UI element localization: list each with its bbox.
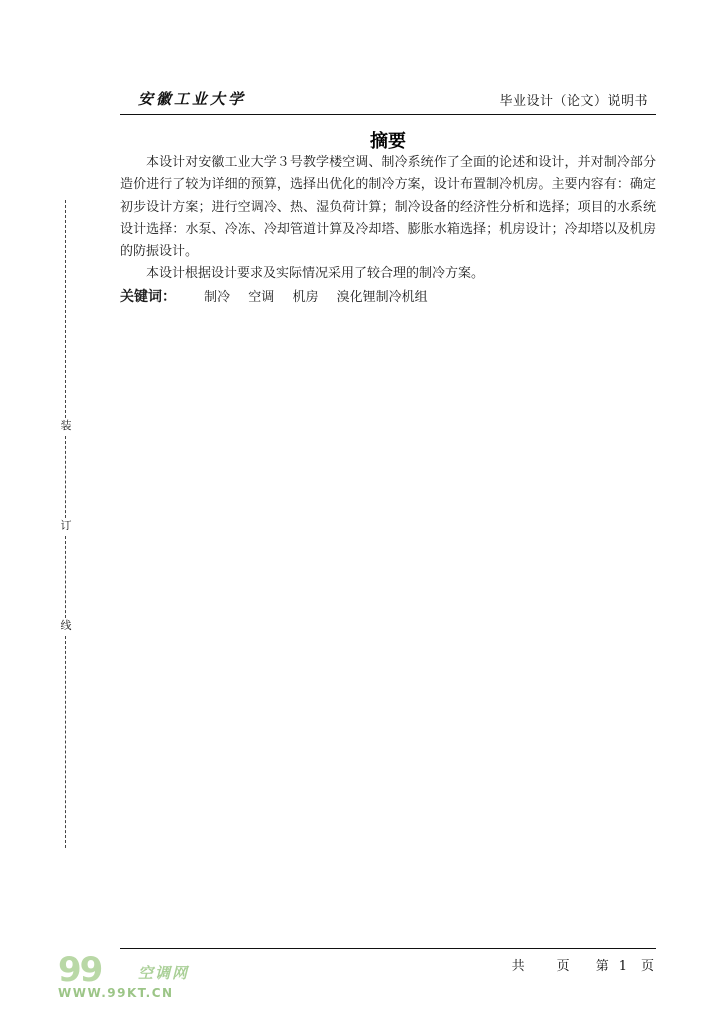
keywords-line bbox=[120, 286, 656, 306]
binding-mark-xian: 线 bbox=[58, 619, 74, 633]
abstract-paragraph: 本设计对安徽工业大学３号教学楼空调、制冷系统作了全面的论述和设计，并对制冷部分造价进行了较为详细的预算，选择出优化的制冷方案，设计布置制冷机房。主要内容有：确定初步设计方案；进行空调冷、热、湿负荷计算；制冷设备的经济性分析和选择；项目的水系统设计选择：水泵、冷冻、冷却管道计算及冷却塔、膨胀水箱选择；机房设计；冷却塔以及机房的防振设计。 bbox=[120, 155, 656, 260]
keyword: 溴化锂制冷机组 bbox=[336, 290, 428, 305]
watermark-logo: 99 bbox=[58, 950, 102, 990]
keyword: 机房 bbox=[292, 290, 319, 305]
binding-mark-ding: 订 bbox=[58, 519, 74, 533]
site-watermark bbox=[58, 950, 218, 1004]
keywords-label: 关键词： bbox=[120, 289, 176, 305]
page-counter bbox=[512, 955, 654, 974]
binding-mark-zhuang: 装 bbox=[58, 419, 74, 433]
binding-dash bbox=[65, 536, 66, 618]
binding-line bbox=[58, 200, 74, 848]
document-type: 毕业设计（论文）说明书 bbox=[499, 94, 648, 109]
binding-dash bbox=[65, 636, 66, 848]
watermark-name: 空调网 bbox=[138, 964, 190, 982]
footer-divider bbox=[120, 948, 656, 949]
total-label: 共 bbox=[511, 959, 525, 974]
page-title: 摘要 bbox=[370, 131, 406, 152]
current-unit: 页 bbox=[640, 959, 654, 974]
watermark-url: WWW.99KT.CN bbox=[58, 986, 174, 1000]
abstract-body bbox=[120, 152, 656, 286]
school-name: 安徽工业大学 bbox=[138, 90, 247, 108]
keyword: 制冷 bbox=[204, 290, 231, 305]
page-header bbox=[120, 84, 656, 114]
header-divider bbox=[120, 114, 656, 115]
binding-dash bbox=[65, 200, 66, 418]
current-label: 第 bbox=[595, 959, 609, 974]
keyword: 空调 bbox=[248, 290, 275, 305]
total-unit: 页 bbox=[556, 959, 570, 974]
current-page-number: 1 bbox=[618, 959, 627, 974]
abstract-paragraph: 本设计根据设计要求及实际情况采用了较合理的制冷方案。 bbox=[146, 266, 485, 282]
binding-dash bbox=[65, 436, 66, 518]
